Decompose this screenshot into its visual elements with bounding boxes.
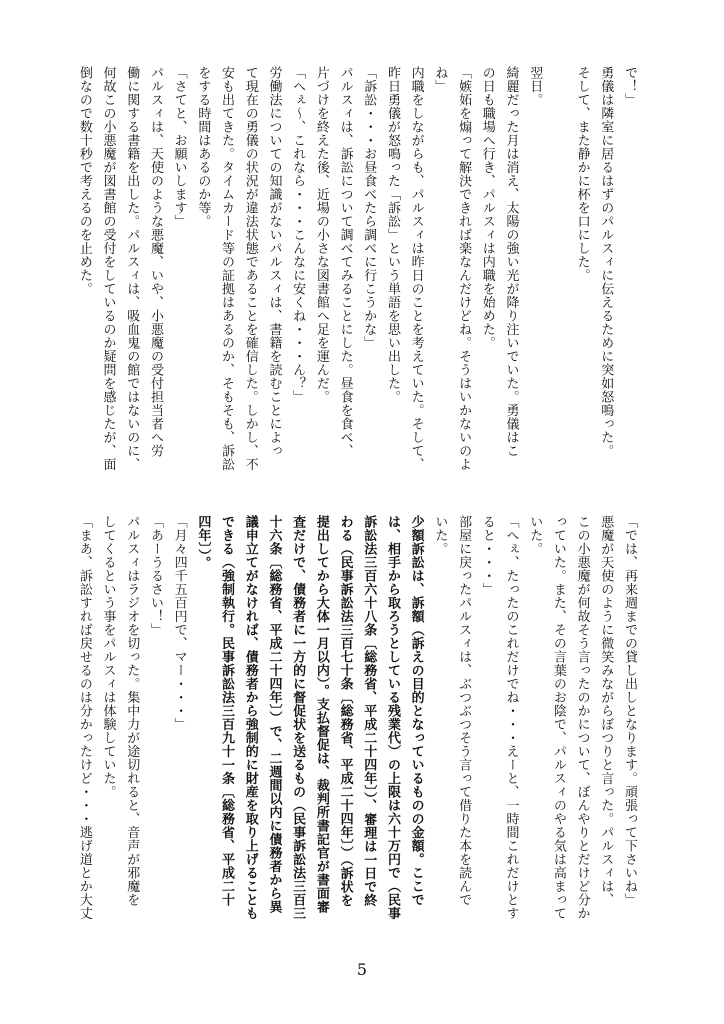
text-line: 四年〕）。 xyxy=(195,515,211,570)
text-line: 議申立てがなければ、債務者から強制的に財産を取り上げることも xyxy=(242,515,258,920)
text-line: パルスィはラジオを切った。集中力が途切れると、音声が邪魔を xyxy=(124,515,140,907)
text-line: 査だけで、債務者に一方的に督促状を送るもの（民事訴訟法三百三 xyxy=(290,515,306,920)
text-line: 十六条〔総務省、平成二十四年〕）で、二週間以内に債務者から異 xyxy=(266,515,282,914)
text-line: て現在の勇儀の状況が違法状態であることを確信した。しかし、不 xyxy=(242,66,258,471)
text-line: 提出してから大体一月以内）。支払督促は、裁判所書記官が書面審 xyxy=(313,515,329,914)
text-line: で！」 xyxy=(622,66,637,107)
text-line: 「へぇ～、これなら・・・こんなに安くね・・・ん？」 xyxy=(290,66,306,404)
text-line: 訴訟法三百六十八条〔総務省、平成二十四年〕）、審理は一日で終 xyxy=(361,515,377,907)
text-line: 働に関する書籍を出した。パルスィは、吸血鬼の館ではないのに、 xyxy=(124,66,140,471)
text-line: パルスィは、天使のような悪魔、いや、小悪魔の受付担当者へ労 xyxy=(147,66,163,458)
text-line: 労働法についての知識がないパルスィは、書籍を読むことによっ xyxy=(266,66,282,458)
text-line: は、相手から取ろうとしている残業代）の上限は六十万円で（民事 xyxy=(384,515,400,920)
text-line: ると・・・」 xyxy=(479,515,495,596)
text-line: ね」 xyxy=(432,66,448,93)
text-line: の日も職場へ行き、パルスィは内職を始めた。 xyxy=(479,66,495,350)
text-line: 「訴訟・・・お昼食べたら調べに行こうかな」 xyxy=(361,66,377,350)
text-line: 翌日。 xyxy=(527,66,543,107)
text-line: この小悪魔が何故そう言ったのかについて、ぼんやりとだけど分か xyxy=(574,515,590,920)
text-line: 悪魔が天使のように微笑みながらぼつりと言った。パルスィは、 xyxy=(598,515,614,907)
text-line: 内職をしながらも、パルスィは昨日のことを考えていた。そして、 xyxy=(408,66,424,471)
text-line: をする時間はあるのか等。 xyxy=(195,66,211,228)
page-number: 5 xyxy=(356,960,368,979)
text-line: わる（民事訴訟法三百七十条〔総務省、平成二十四年〕）（訴状を xyxy=(337,515,353,907)
text-line: パルスィは、訴訟について調べてみることにした。昼食を食べ、 xyxy=(337,66,353,458)
text-line: 少額訴訟は、訴額（訴えの目的となっているものの金額。ここで xyxy=(408,515,424,907)
text-line: できる（強制執行。民事訴訟法三百九十一条〔総務省、平成二十 xyxy=(219,515,235,907)
text-line: 勇儀は隣室に居るはずのパルスィに伝えるために突如怒鳴った。 xyxy=(598,66,614,458)
text-line: っていた。また、その言葉のお陰で、パルスィのやる気は高まって xyxy=(550,515,566,920)
text-line: 何故この小悪魔が図書館の受付をしているのか疑問を感じたが、面 xyxy=(100,66,116,471)
text-line: そして、また静かに杯を口にした。 xyxy=(574,66,590,282)
text-block-top xyxy=(71,66,641,506)
text-line: 「あーうるさい！」 xyxy=(147,515,163,637)
text-line xyxy=(546,66,570,506)
text-block-bottom xyxy=(71,515,641,955)
text-line: 片づけを終えた後、近場の小さな図書館へ足を運んだ。 xyxy=(313,66,329,404)
text-line: 「では、再来週までの貸し出しとなります。頑張って下さいね」 xyxy=(622,515,637,907)
text-line: いた。 xyxy=(527,515,543,556)
text-line: 「月々四千五百円で、マー・・・」 xyxy=(171,515,187,731)
text-line: 倒なので数十秒で考えるのを止めた。 xyxy=(76,66,92,296)
text-line: 昨日勇儀が怒鳴った「訴訟」という単語を思い出した。 xyxy=(384,66,400,404)
text-line: 「まあ、訴訟すれば戻せるのは分かったけど・・・逃げ道とか大丈 xyxy=(76,515,92,920)
text-line: 綺麗だった月は消え、太陽の強い光が降り注いでいた。勇儀はこ xyxy=(503,66,519,458)
text-line: してくるという事をパルスィは体験していた。 xyxy=(100,515,116,799)
text-line: 「へぇ、たったのこれだけでね・・・えーと、一時間これだけとす xyxy=(503,515,519,920)
text-line: 「嫉妬を煽って解決できれば楽なんだけどね。そうはいかないのよ xyxy=(456,66,472,471)
text-line: 「さてと、お願いします」 xyxy=(171,66,187,228)
text-line: いた。 xyxy=(432,515,448,556)
text-line: 安も出てきた。タイムカード等の証拠はあるのか、そもそも、訴訟 xyxy=(219,66,235,471)
text-line: 部屋に戻ったパルスィは、ぶつぶつそう言って借りた本を読んで xyxy=(456,515,472,907)
